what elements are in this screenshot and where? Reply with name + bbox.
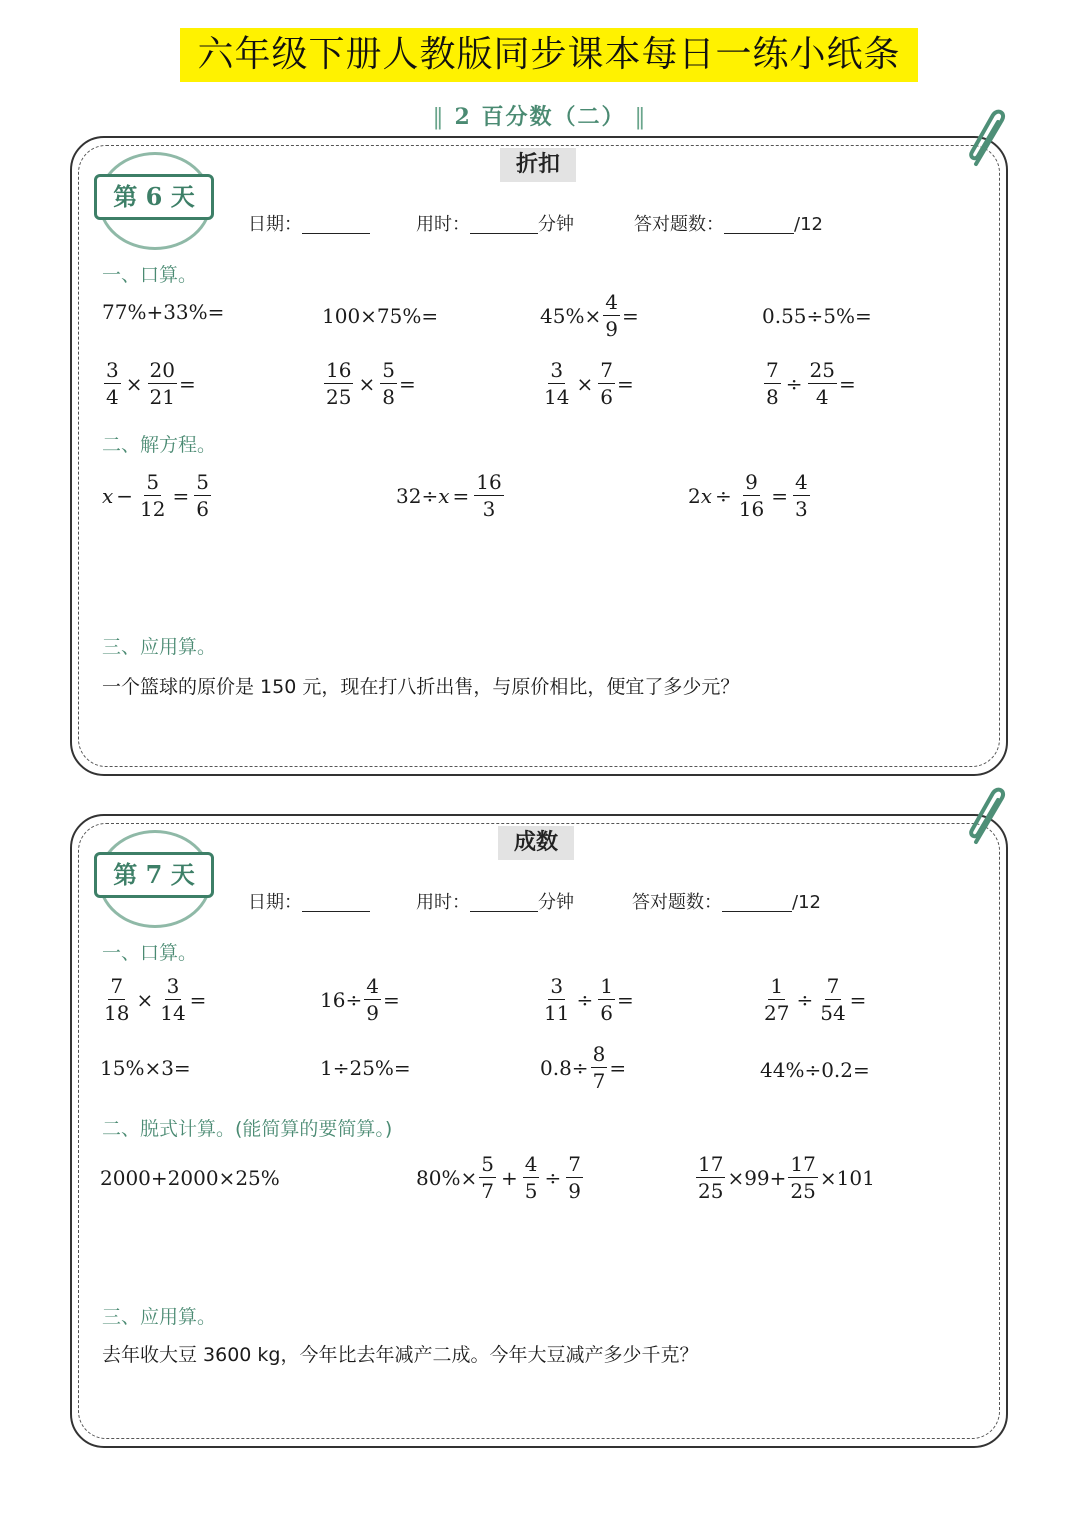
fraction: $\frac{5}{7}$ [481,1152,494,1203]
fraction: $\frac{1}{27}$ [764,974,790,1025]
fraction: $\frac{1}{6}$ [600,974,613,1025]
fraction: $\frac{8}{7}$ [592,1042,606,1093]
mental-expr: $\frac{7}{18}$ × $\frac{3}{14}$ = [104,974,207,1025]
equation: 2 x ÷ $\frac{9}{16}$ = $\frac{4}{3}$ [688,470,808,521]
application-question: 一个篮球的原价是 150 元，现在打八折出售，与原价相比，便宜了多少元？ [102,676,740,698]
paperclip-icon [962,784,1012,848]
mental-expr: 16÷ $\frac{4}{9}$ = [320,974,400,1025]
mental-expr: $\frac{3}{4}$ × $\frac{20}{21}$ = [106,358,196,409]
equation: 32÷ x = $\frac{16}{3}$ [396,470,502,521]
fraction: $\frac{20}{21}$ [149,358,175,409]
fraction: $\frac{5}{12}$ [140,470,166,521]
fraction: $\frac{17}{25}$ [790,1152,816,1203]
fraction: $\frac{3}{4}$ [106,358,119,409]
section-step-calc: 二、脱式计算。(能简算的要简算。) [102,1118,393,1140]
day-6-card [70,136,1008,776]
score-field [634,210,823,236]
time-unit: 分钟 [538,892,574,913]
fraction: $\frac{3}{14}$ [160,974,186,1025]
chapter-heading [0,100,1080,131]
section-mental-math: 一、口算。 [102,942,198,964]
mental-expr: 0.8÷ $\frac{8}{7}$ = [540,1042,627,1093]
time-unit: 分钟 [538,214,574,235]
day-label: 第 7 天 [94,852,214,898]
date-blank[interactable] [302,215,370,234]
score-blank[interactable] [722,893,792,912]
day-7-card [70,814,1008,1448]
fraction: $\frac{9}{16}$ [738,470,765,521]
chapter-title: 2 百分数（二） [454,104,626,130]
mental-expr: $\frac{3}{14}$ × $\frac{7}{6}$ = [544,358,634,409]
score-total: /12 [794,214,823,235]
mental-expr: 1÷25%= [320,1056,411,1080]
date-blank[interactable] [302,893,370,912]
day-badge [94,150,214,246]
time-label: 用时： [416,214,470,235]
mental-expr: $\frac{1}{27}$ ÷ $\frac{7}{54}$ = [764,974,867,1025]
date-label: 日期： [248,892,302,913]
mental-expr: 45%× $\frac{4}{9}$ = [540,290,639,341]
section-application: 三、应用算。 [102,1306,217,1328]
score-label: 答对题数： [632,892,722,913]
topic-label: 折扣 [500,148,576,182]
fraction: $\frac{5}{6}$ [196,470,209,521]
fraction: $\frac{3}{14}$ [544,358,570,409]
fraction: $\frac{4}{9}$ [366,974,379,1025]
page-title: 六年级下册人教版同步课本每日一练小纸条 [180,28,918,82]
equation: x − $\frac{5}{12}$ = $\frac{5}{6}$ [102,470,209,521]
fraction: $\frac{17}{25}$ [698,1152,724,1203]
section-application: 三、应用算。 [102,636,217,658]
day-label: 第 6 天 [94,174,214,220]
date-label: 日期： [248,214,302,235]
application-question: 去年收大豆 3600 kg，今年比去年减产二成。今年大豆减产多少千克？ [102,1344,699,1366]
fraction: $\frac{7}{8}$ [766,358,779,409]
mental-expr: 15%×3= [100,1056,191,1080]
fraction: $\frac{4}{3}$ [795,470,808,521]
fraction: $\frac{16}{25}$ [326,358,352,409]
time-blank[interactable] [470,215,538,234]
fraction: $\frac{3}{11}$ [544,974,570,1025]
calc-expr: $\frac{17}{25}$ ×99+ $\frac{17}{25}$ ×101 [698,1152,875,1203]
fraction: $\frac{4}{9}$ [605,290,618,341]
paperclip-icon [962,106,1012,170]
fraction: $\frac{16}{3}$ [476,470,502,521]
fraction: $\frac{7}{6}$ [600,358,613,409]
calc-expr: 2000+2000×25% [100,1166,280,1190]
mental-expr: $\frac{3}{11}$ ÷ $\frac{1}{6}$ = [544,974,634,1025]
time-blank[interactable] [470,893,538,912]
score-blank[interactable] [724,215,794,234]
time-label: 用时： [416,892,470,913]
fraction: $\frac{7}{54}$ [820,974,846,1025]
section-equations: 二、解方程。 [102,434,217,456]
mental-expr: $\frac{16}{25}$ × $\frac{5}{8}$ = [326,358,416,409]
topic-label: 成数 [498,826,574,860]
mental-expr: $\frac{7}{8}$ ÷ $\frac{25}{4}$ = [766,358,856,409]
fraction: $\frac{7}{9}$ [568,1152,581,1203]
score-total: /12 [792,892,821,913]
mental-expr: 77%+33%= [102,300,225,324]
day-badge [94,828,214,924]
time-field [416,210,574,236]
calc-expr: 80%× $\frac{5}{7}$ + $\frac{4}{5}$ ÷ $\frac{7}{9}$ [416,1152,581,1203]
mental-expr: 0.55÷5%= [762,304,872,328]
mental-expr: 44%÷0.2= [760,1058,870,1082]
mental-expr: 100×75%= [322,304,439,328]
fraction: $\frac{4}{5}$ [524,1152,538,1203]
date-field [248,210,370,236]
score-label: 答对题数： [634,214,724,235]
fraction: $\frac{7}{18}$ [104,974,130,1025]
score-field [632,888,821,914]
fraction: $\frac{25}{4}$ [809,358,835,409]
section-mental-math: 一、口算。 [102,264,198,286]
fraction: $\frac{5}{8}$ [382,358,395,409]
chapter-right-bar: ‖ [625,105,648,130]
date-field [248,888,370,914]
time-field [416,888,574,914]
chapter-left-bar: ‖ [432,105,455,130]
